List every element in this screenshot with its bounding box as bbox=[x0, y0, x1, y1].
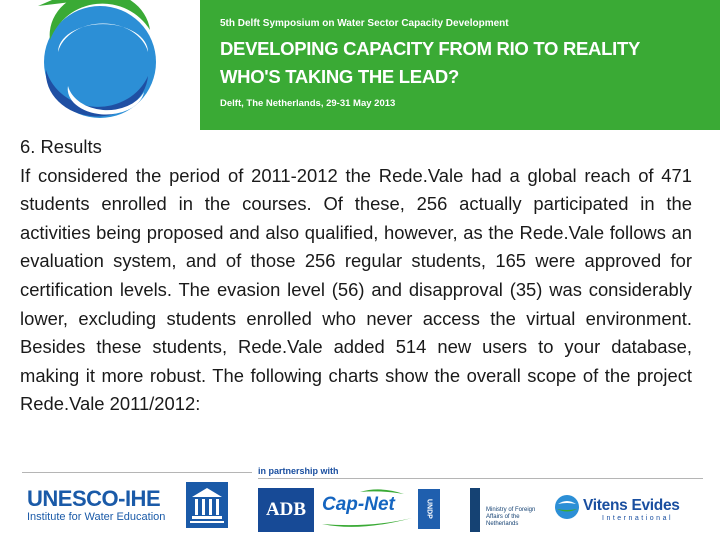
adb-logo: ADB bbox=[258, 488, 314, 532]
capnet-logo: Cap-Net bbox=[322, 494, 395, 515]
section-heading: 6. Results bbox=[20, 136, 102, 157]
symposium-name: 5th Delft Symposium on Water Sector Capacity Development bbox=[220, 18, 509, 29]
unesco-ihe-subtitle: Institute for Water Education bbox=[27, 511, 166, 523]
netherlands-ministry-logo: Ministry of Foreign Affairs of the Netherlands bbox=[486, 507, 536, 527]
location-date: Delft, The Netherlands, 29-31 May 2013 bbox=[220, 98, 396, 109]
symposium-logo-icon bbox=[28, 0, 168, 130]
undp-logo: UNDP bbox=[418, 489, 440, 529]
unesco-temple-icon bbox=[186, 482, 228, 528]
footer-divider bbox=[258, 478, 703, 479]
header-banner bbox=[200, 0, 720, 130]
vitens-evides-logo: Vitens Evides bbox=[583, 497, 680, 514]
results-paragraph: If considered the period of 2011-2012 the Rede.Vale had a global reach of 471 students enrolled in the courses. Of these, 256 actually participated in the activities being proposed and also qualified, however, as the Rede.Vale follows an evaluation system, and of those 256 regular students, 165 were approved for certification levels. The evasion level (56) and disapproval (35) was considerably lower, excluding students enrolled who never access the virtual environment. Besides these students, Rede.Vale added 514 new users to your database, making it more robust. The following charts show the overall scope of the project Rede.Vale 2011/2012: bbox=[20, 164, 692, 415]
vitens-evides-subtitle: International bbox=[602, 515, 674, 522]
netherlands-logo-bar bbox=[470, 488, 480, 532]
vitens-globe-icon bbox=[554, 494, 580, 520]
banner-title-line2: WHO'S TAKING THE LEAD? bbox=[220, 66, 459, 87]
banner-title-line1: DEVELOPING CAPACITY FROM RIO TO REALITY bbox=[220, 38, 640, 59]
partnership-label: in partnership with bbox=[258, 466, 339, 476]
main-content bbox=[20, 133, 692, 419]
footer-divider bbox=[22, 472, 252, 473]
unesco-ihe-name: UNESCO-IHE bbox=[27, 486, 161, 511]
